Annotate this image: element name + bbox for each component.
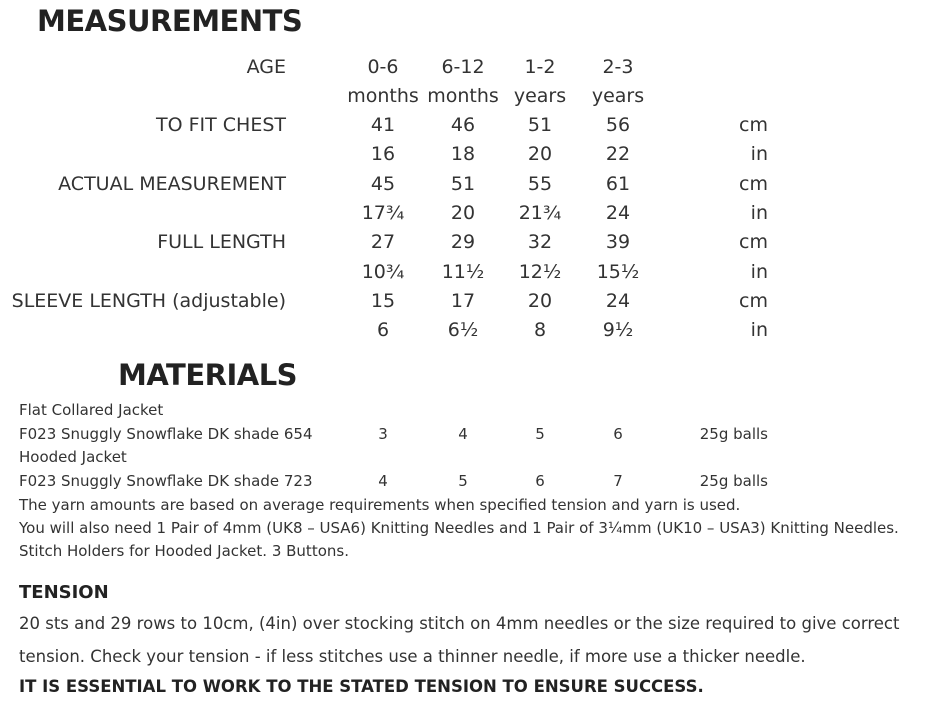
- measurement-value: 15½: [596, 260, 640, 283]
- measurement-value: 61: [605, 172, 631, 195]
- measurement-value: 22: [605, 143, 631, 166]
- tension-line-2: tension. Check your tension - if less stitches use a thinner needle, if more use a thicker needle.: [19, 647, 806, 666]
- size-column-bottom: months: [427, 85, 499, 107]
- measurement-unit: in: [750, 201, 768, 224]
- measurement-value: 18: [450, 143, 476, 166]
- material-line-text: Hooded Jacket: [19, 448, 127, 466]
- measurement-value: 17¾: [361, 201, 405, 224]
- size-column-bottom: years: [513, 85, 567, 107]
- measurement-value: 51: [527, 114, 553, 136]
- measurement-value: 56: [605, 114, 631, 136]
- materials-heading: MATERIALS: [118, 358, 298, 392]
- measurement-value: 46: [450, 114, 476, 136]
- size-column-top: 0-6: [367, 56, 399, 78]
- measurement-value: 41: [370, 114, 396, 136]
- size-column-bottom: months: [347, 85, 419, 107]
- size-column-top: 2-3: [602, 56, 634, 78]
- material-unit: 25g balls: [699, 472, 768, 490]
- measurement-value: 20: [527, 289, 553, 312]
- measurement-value: 11½: [441, 260, 485, 283]
- material-unit: 25g balls: [699, 425, 768, 443]
- material-quantity: 5: [458, 472, 468, 490]
- measurement-value: 12½: [518, 260, 562, 283]
- measurement-value: 24: [605, 289, 631, 312]
- size-column-top: 1-2: [524, 56, 556, 78]
- measurement-value: 6½: [447, 319, 479, 342]
- material-line-text: Flat Collared Jacket: [19, 401, 164, 419]
- tension-heading: TENSION: [19, 582, 109, 603]
- tension-warning: IT IS ESSENTIAL TO WORK TO THE STATED TENSION TO ENSURE SUCCESS.: [19, 677, 704, 696]
- tension-line-1: 20 sts and 29 rows to 10cm, (4in) over stocking stitch on 4mm needles or the size required to give correct: [19, 614, 900, 633]
- measurement-unit: cm: [739, 289, 768, 312]
- materials-note: You will also need 1 Pair of 4mm (UK8 – USA6) Knitting Needles and 1 Pair of 3¼mm (UK10 – USA3) Knitting Needles.: [19, 519, 899, 537]
- measurement-row-label: FULL LENGTH: [157, 231, 286, 254]
- material-quantity: 6: [535, 472, 545, 490]
- measurement-row-label: TO FIT CHEST: [155, 114, 286, 136]
- measurement-value: 20: [450, 201, 476, 224]
- measurement-value: 32: [527, 231, 553, 254]
- measurement-value: 16: [370, 143, 396, 166]
- measurement-value: 20: [527, 143, 553, 166]
- material-quantity: 3: [378, 425, 388, 443]
- material-quantity: 4: [458, 425, 468, 443]
- measurement-unit: cm: [739, 114, 768, 136]
- measurement-value: 51: [450, 172, 476, 195]
- measurement-unit: cm: [739, 172, 768, 195]
- size-column-bottom: years: [591, 85, 645, 107]
- measurement-value: 6: [376, 319, 390, 342]
- material-quantity: 5: [535, 425, 545, 443]
- material-line-text: F023 Snuggly Snowflake DK shade 654: [19, 425, 313, 443]
- measurement-row-label: SLEEVE LENGTH (adjustable): [11, 289, 286, 312]
- measurement-value: 45: [370, 172, 396, 195]
- measurement-unit: cm: [739, 231, 768, 254]
- measurement-row-label: ACTUAL MEASUREMENT: [58, 172, 286, 195]
- measurement-value: 39: [605, 231, 631, 254]
- materials-note: Stitch Holders for Hooded Jacket. 3 Buttons.: [19, 542, 349, 560]
- measurement-value: 17: [450, 289, 476, 312]
- measurement-row-label: AGE: [246, 56, 286, 78]
- material-line-text: F023 Snuggly Snowflake DK shade 723: [19, 472, 313, 490]
- material-quantity: 7: [613, 472, 623, 490]
- measurements-heading: MEASUREMENTS: [37, 4, 303, 38]
- material-quantity: 6: [613, 425, 623, 443]
- measurement-value: 24: [605, 201, 631, 224]
- measurement-unit: in: [750, 319, 768, 342]
- size-column-top: 6-12: [441, 56, 485, 78]
- measurement-value: 10¾: [361, 260, 405, 283]
- measurement-unit: in: [750, 143, 768, 166]
- measurement-value: 9½: [602, 319, 634, 342]
- material-quantity: 4: [378, 472, 388, 490]
- measurement-value: 29: [450, 231, 476, 254]
- measurement-value: 15: [370, 289, 396, 312]
- measurement-value: 8: [533, 319, 547, 342]
- measurement-unit: in: [750, 260, 768, 283]
- materials-note: The yarn amounts are based on average requirements when specified tension and yarn is used.: [19, 496, 741, 514]
- measurement-value: 55: [527, 172, 553, 195]
- measurement-value: 27: [370, 231, 396, 254]
- measurement-value: 21¾: [518, 201, 562, 224]
